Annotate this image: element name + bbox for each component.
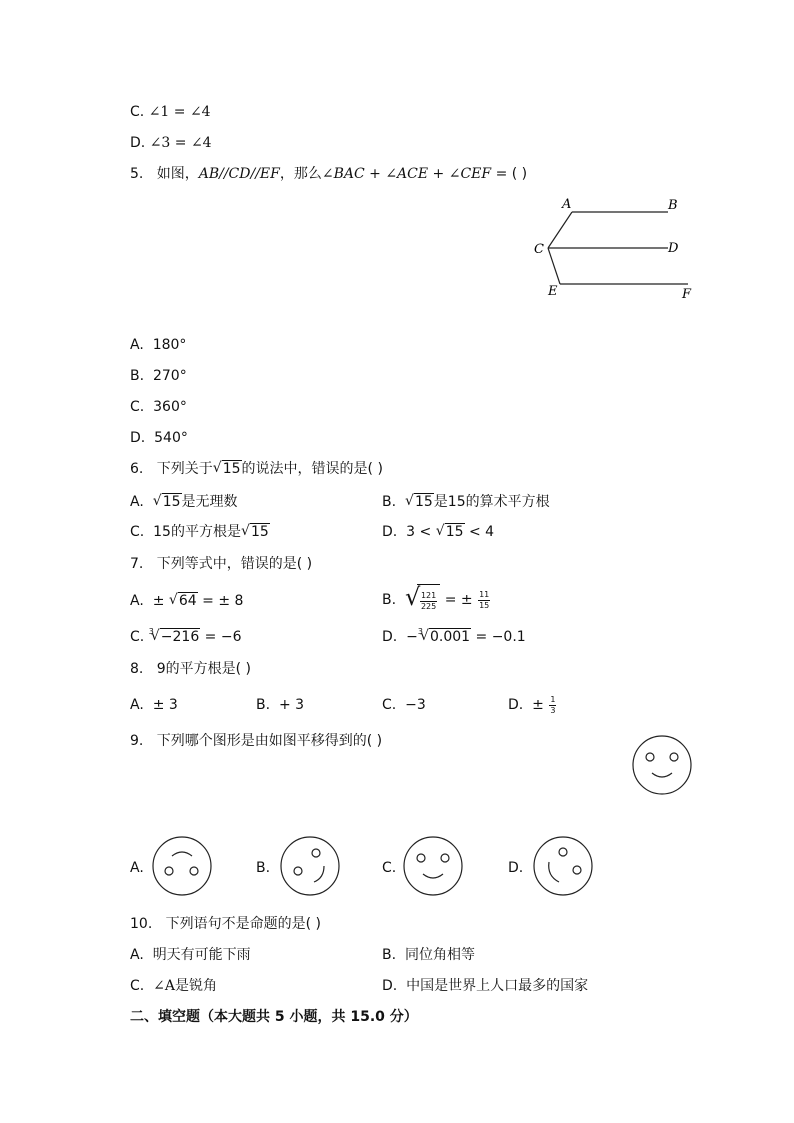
label-b: B [668,198,678,213]
option-letter: B. [382,494,397,510]
mouth-flipped [172,852,192,856]
q5-option-b [130,366,187,386]
q9-option-d-label [508,858,523,878]
question-number: 9. [130,733,144,749]
q10-option-b [382,945,475,965]
option-text: + 3 [278,697,305,713]
radicand: 0.001 [429,629,471,645]
option-letter: D. [382,629,398,645]
label-c: C [534,242,544,257]
q5-option-a [130,335,186,355]
radicand: 15 [250,524,269,540]
cbrt-sign [417,627,471,647]
q8-stem [130,659,251,679]
smiley-reference-figure [630,733,694,797]
option-letter: A. [130,947,144,963]
option-text: 540° [154,430,188,446]
sqrt-sign [169,591,198,611]
option-letter: A. [130,697,144,713]
q8-option-d [508,692,557,718]
mouth-rotated [549,862,559,882]
sqrt-sign [241,522,270,542]
left-eye [646,753,654,761]
mouth [423,874,443,878]
q9-stem [130,731,382,751]
option-letter: D. [382,978,398,994]
option-letter: C. [382,697,397,713]
q6-option-c [130,522,270,542]
fraction [478,590,490,611]
q7-option-c [130,627,242,649]
q9-option-c-figure [401,834,465,898]
q9-option-a-figure [150,834,214,898]
option-text: 是无理数 [181,494,238,510]
q7-option-a [130,591,243,611]
option-letter: C. [130,978,145,994]
label-f: F [682,287,692,302]
q9-option-b-figure [278,834,342,898]
stem-text: 下列哪个图形是由如图平移得到的( ) [156,733,383,749]
option-letter: D. [508,697,524,713]
option-letter: A. [130,860,144,876]
option-text: 同位角相等 [404,947,475,963]
option-text: = −6 [200,629,242,645]
q9-option-d-figure [531,834,595,898]
option-letter: A. [130,337,144,353]
left-eye [417,854,425,862]
numerator: 11 [479,589,490,599]
question-number: 8. [130,661,144,677]
option-text: 360° [153,399,187,415]
option-letter: D. [382,524,398,540]
q10-stem [130,914,321,934]
q5-stem [130,164,527,184]
q5-option-c [130,397,187,417]
option-text: 明天有可能下雨 [152,947,251,963]
face-outline [153,837,211,895]
stem-text: 下列语句不是命题的是( ) [165,916,321,932]
option-letter: B. [382,592,397,608]
radicand: 64 [178,593,197,609]
question-number: 5. [130,166,144,182]
option-text: − [406,629,418,645]
q8-option-c [382,695,426,715]
radicand [417,584,440,616]
q6-stem [130,459,383,479]
face-outline [534,837,592,895]
q9-option-c-label [382,858,396,878]
q7-option-b [382,584,491,616]
option-text: 15的平方根是 [153,524,241,540]
section-heading: 二、填空题（本大题共 5 小题，共 15.0 分） [130,1009,418,1025]
option-text: ∠3 = ∠4 [149,135,212,151]
mouth [652,773,672,777]
option-text: 3 < [406,524,436,540]
face-outline [633,736,691,794]
option-letter: A. [130,593,144,609]
right-eye [441,854,449,862]
question-number: 10. [130,916,153,932]
label-d: D [668,241,679,256]
question-number: 7. [130,556,144,572]
option-text: ± [152,593,169,609]
stem-text: = ( ) [495,166,528,182]
option-text: = ± [440,592,478,608]
q6-option-d [382,522,494,542]
option-text: = −0.1 [471,629,526,645]
denominator: 225 [420,601,437,611]
denominator: 15 [479,600,490,610]
option-text: 中国是世界上人口最多的国家 [406,978,589,994]
option-letter: B. [130,368,145,384]
line-ce [548,248,560,284]
q8-option-b [256,695,304,715]
option-text: 270° [152,368,187,384]
option-letter: B. [256,697,271,713]
upper-eye [312,849,320,857]
option-math: ∠A [153,978,175,994]
face-outline [281,837,339,895]
radicand: 15 [162,494,181,510]
q10-option-a [130,945,251,965]
option-letter: C. [130,524,145,540]
option-text: −3 [405,697,426,713]
q5-option-d [130,428,188,448]
right-eye [190,867,198,875]
option-text: ± [532,697,549,713]
stem-text: 如图， [156,166,199,182]
sqrt-sign [436,522,465,542]
q10-option-c [130,976,217,996]
line-ac [548,212,572,248]
option-text: = ± 8 [197,593,244,609]
sqrt-sign [213,459,242,479]
option-text: 是锐角 [174,978,217,994]
label-a: A [562,197,572,212]
option-letter: C. [130,104,145,120]
label-e: E [548,284,558,299]
face-outline [404,837,462,895]
radicand: 15 [222,461,241,477]
option-letter: B. [382,947,397,963]
right-eye [670,753,678,761]
lower-eye [294,867,302,875]
root-index: 3 [417,627,423,636]
numerator: 1 [550,694,556,704]
option-letter: D. [130,135,146,151]
q7-option-d [382,627,526,649]
option-letter: C. [130,629,145,645]
q10-option-d [382,976,588,996]
option-text: 是15的算术平方根 [433,494,550,510]
option-letter: C. [382,860,397,876]
sqrt-sign [405,492,434,512]
denominator: 3 [550,705,556,715]
mouth-rotated [314,866,324,882]
upper-eye [559,848,567,856]
q7-stem [130,554,312,574]
option-text: ∠1 = ∠4 [148,104,211,120]
lower-eye [573,866,581,874]
stem-text: ，那么 [279,166,322,182]
parallel-lines-figure [528,192,700,304]
numerator: √ 121 [420,590,437,600]
option-letter: B. [256,860,271,876]
stem-math: AB//CD//EF [198,166,280,182]
root-index: 3 [148,627,154,636]
cbrt-sign [148,627,200,647]
option-text: 180° [152,337,187,353]
sqrt-sign [405,584,440,616]
option-letter: D. [508,860,524,876]
option-letter: A. [130,494,144,510]
stem-text: 9的平方根是( ) [156,661,251,677]
option-text: < 4 [464,524,495,540]
stem-text: 的说法中，错误的是( ) [241,461,383,477]
q8-option-a [130,695,178,715]
option-letter: D. [130,430,146,446]
q6-option-b [382,492,550,512]
left-eye [165,867,173,875]
radicand: 15 [414,494,433,510]
stem-math: ∠BAC + ∠ACE + ∠CEF [321,166,492,182]
fraction [549,695,556,716]
stem-text: 下列关于 [156,461,213,477]
radicand: −216 [160,629,200,645]
q9-option-a-label [130,858,144,878]
q9-option-b-label [256,858,270,878]
stem-text: 下列等式中，错误的是( ) [156,556,313,572]
question-number: 6. [130,461,144,477]
option-letter: C. [130,399,145,415]
sqrt-sign [153,492,182,512]
option-text: ± 3 [152,697,178,713]
q4-option-d [130,133,212,153]
radicand: 15 [445,524,464,540]
q4-option-c [130,102,211,122]
q6-option-a [130,492,238,512]
fraction [420,591,437,612]
